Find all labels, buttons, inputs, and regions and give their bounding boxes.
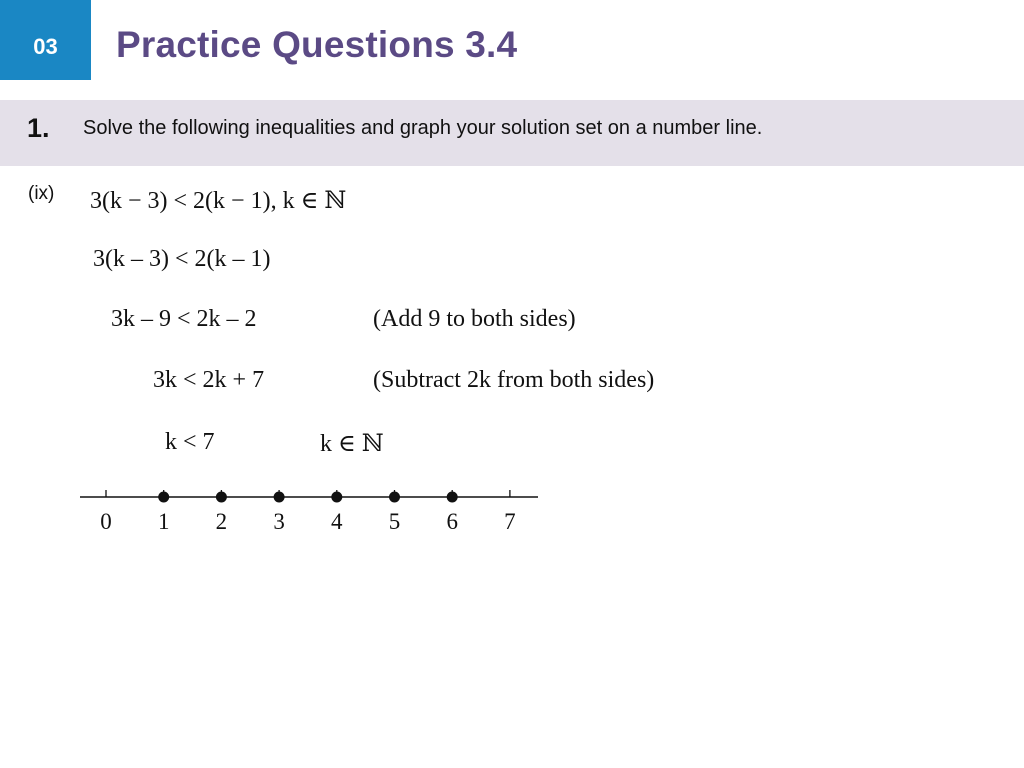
number-line-label-7: 7: [504, 509, 516, 534]
step-5-note: k ∈ ℕ: [320, 431, 384, 457]
number-line-label-3: 3: [273, 509, 285, 534]
part-label: (ix): [28, 183, 55, 204]
solution-point-5: [389, 492, 400, 503]
page-title: Practice Questions 3.4: [116, 24, 518, 65]
solution-point-6: [447, 492, 458, 503]
section-badge: [0, 0, 91, 80]
step-2-expression: 3(k – 3) < 2(k – 1): [93, 246, 271, 272]
step-3-note: (Add 9 to both sides): [373, 306, 576, 332]
solution-point-4: [331, 492, 342, 503]
solution-point-3: [274, 492, 285, 503]
number-line-label-2: 2: [215, 509, 228, 534]
section-number: 03: [33, 34, 58, 59]
number-line-label-1: 1: [157, 509, 170, 534]
number-line-label-5: 5: [388, 509, 401, 534]
question-text: Solve the following inequalities and graph your solution set on a number line.: [83, 117, 763, 139]
step-1-expression: 3(k − 3) < 2(k − 1), k ∈ ℕ: [90, 188, 347, 214]
step-4-expression: 3k < 2k + 7: [153, 367, 265, 393]
step-4-note: (Subtract 2k from both sides): [373, 367, 655, 393]
question-number: 1.: [27, 113, 50, 143]
solution-point-1: [158, 492, 169, 503]
step-5-expression: k < 7: [165, 429, 215, 455]
solution-point-2: [216, 492, 227, 503]
number-line-label-0: 0: [100, 509, 112, 534]
step-3-expression: 3k – 9 < 2k – 2: [111, 306, 257, 332]
number-line: [78, 480, 548, 542]
number-line-label-4: 4: [331, 509, 343, 534]
number-line-label-6: 6: [446, 509, 458, 534]
